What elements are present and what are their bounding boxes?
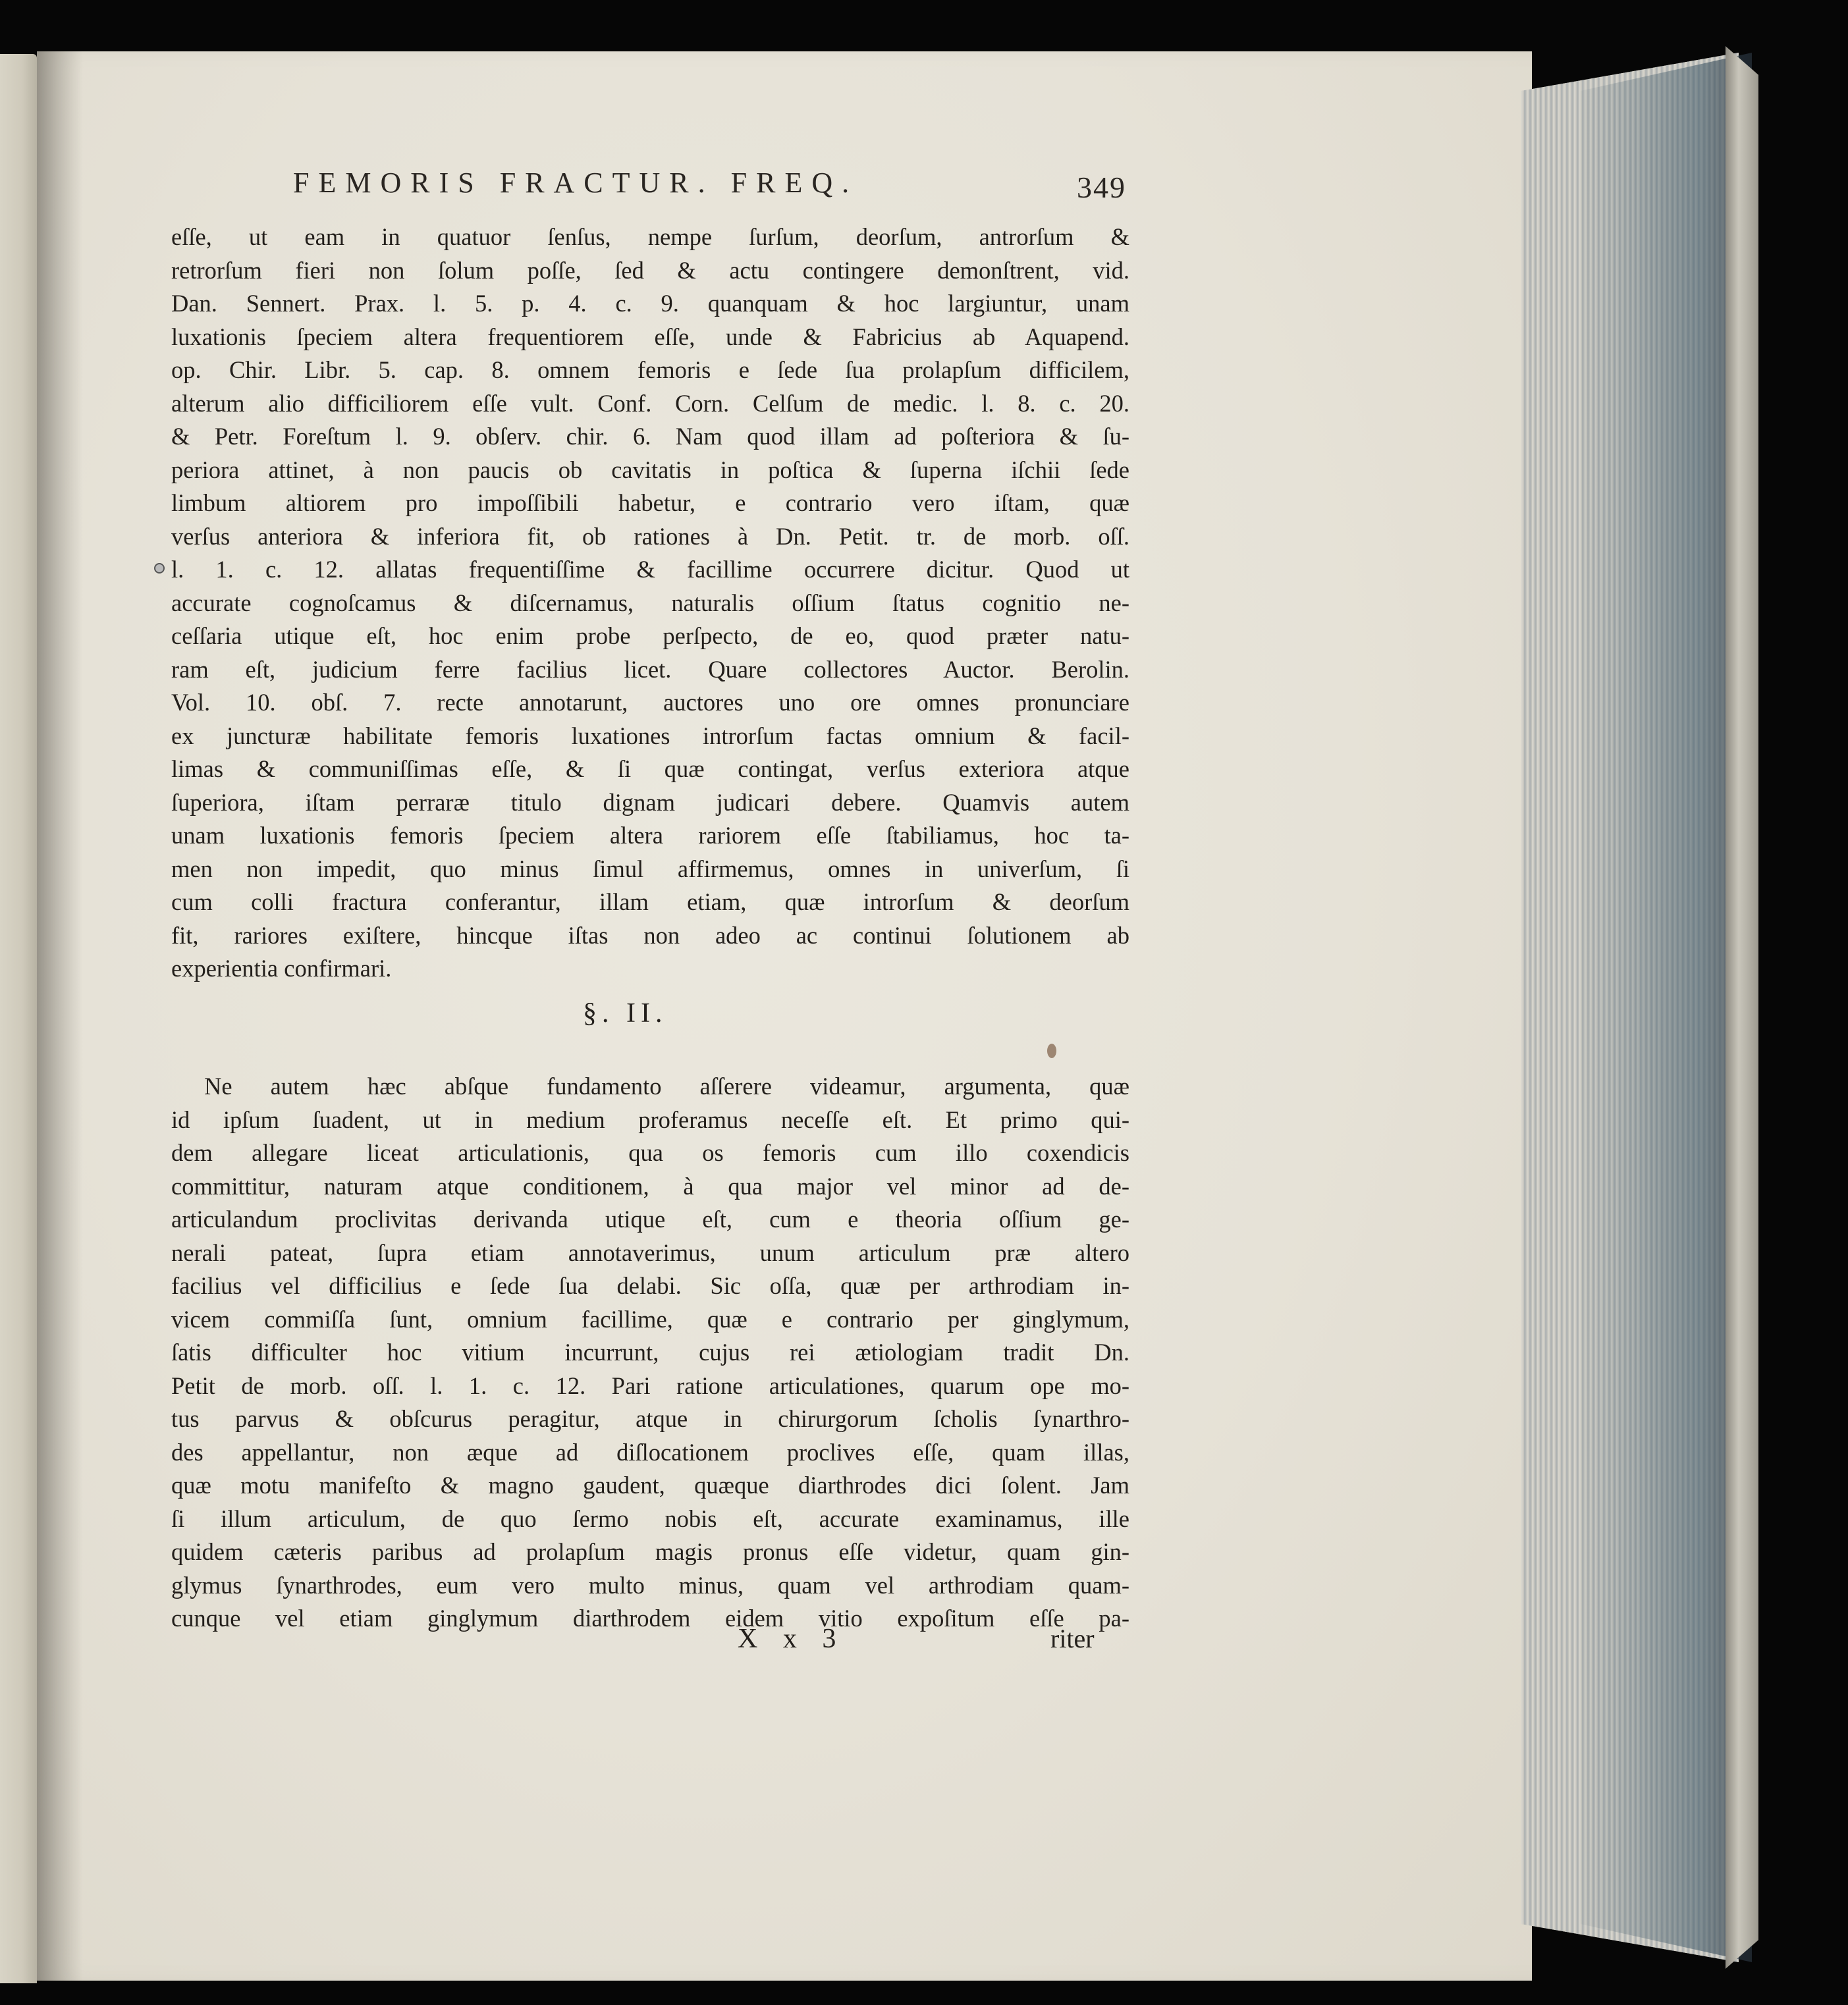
text-line: alterum alio difficiliorem eſſe vult. Conf. Corn. Celſum de medic. l. 8. c. 20. (171, 389, 1129, 417)
text-line: Vol. 10. obſ. 7. recte annotarunt, auctores uno ore omnes pronunciare (171, 689, 1129, 716)
text-line: ceſſaria utique eſt, hoc enim probe perſpecto, de eo, quod præter natu- (171, 622, 1129, 649)
text-line: tus parvus & obſcurus peragitur, atque in chirurgorum ſcholis ſynarthro- (171, 1405, 1129, 1432)
text-line: id ipſum ſuadent, ut in medium proferamus neceſſe eſt. Et primo qui- (171, 1106, 1129, 1133)
text-line: cunque vel etiam ginglymum diarthrodem eidem vitio expoſitum eſſe pa- (171, 1605, 1129, 1632)
back-cover-edge (1726, 46, 1758, 1969)
text-line: nerali pateat, ſupra etiam annotaverimus, unum articulum præ altero (171, 1239, 1129, 1266)
text-line: committitur, naturam atque conditionem, à qua major vel minor ad de- (171, 1172, 1129, 1200)
text-line: men non impedit, quo minus ſimul affirmemus, omnes in univerſum, ſi (171, 855, 1129, 882)
text-line: des appellantur, non æque ad diſlocationem proclives eſſe, quam illas, (171, 1438, 1129, 1466)
text-line: fit, rariores exiſtere, hincque iſtas non adeo ac continui ſolutionem ab (171, 921, 1129, 949)
text-line: accurate cognoſcamus & diſcernamus, naturalis oſſium ſtatus cognitio ne- (171, 589, 1129, 616)
text-line: facilius vel difficilius e ſede ſua delabi. Sic oſſa, quæ per arthrodiam in- (171, 1272, 1129, 1299)
text-line: cum colli fractura conferantur, illam etiam, quæ introrſum & deorſum (171, 888, 1129, 915)
facing-page-edge (0, 54, 37, 1983)
text-line: ſuperiora, iſtam perraræ titulo dignam judicari debere. Quamvis autem (171, 788, 1129, 816)
paper-stain (1047, 1044, 1056, 1058)
text-line: quæ motu manifeſto & magno gaudent, quæque diarthrodes dici ſolent. Jam (171, 1472, 1129, 1499)
text-line: limas & communiſſimas eſſe, & ſi quæ contingat, verſus exteriora atque (171, 755, 1129, 782)
text-line: ram eſt, judicium ferre facilius licet. Quare collectores Auctor. Berolin. (171, 655, 1129, 683)
text-line: retrorſum fieri non ſolum poſſe, ſed & actu contingere demonſtrent, vid. (171, 256, 1129, 284)
paragraph-2 (171, 1070, 1129, 1636)
section-heading: §. II. (583, 998, 668, 1029)
text-line: op. Chir. Libr. 5. cap. 8. omnem femoris e ſede ſua prolapſum difficilem, (171, 356, 1129, 383)
text-line: ſatis difficulter hoc vitium incurrunt, cujus rei ætiologiam tradit Dn. (171, 1339, 1129, 1366)
text-line: l. 1. c. 12. allatas frequentiſſime & facillime occurrere dicitur. Quod ut (171, 556, 1129, 583)
running-head-title: FEMORIS FRACTUR. FREQ. (293, 167, 859, 199)
text-line: Ne autem hæc abſque fundamento aſſerere videamur, argumenta, quæ (204, 1073, 1129, 1100)
signature-mark: X x 3 (738, 1624, 846, 1654)
text-line: ex juncturæ habilitate femoris luxationes introrſum factas omnium & facil- (171, 722, 1129, 749)
text-line: articulandum proclivitas derivanda utique eſt, cum e theoria oſſium ge- (171, 1206, 1129, 1233)
paragraph-1 (171, 221, 1129, 986)
catchword: riter (1050, 1624, 1095, 1653)
text-line: Petit de morb. oſſ. l. 1. c. 12. Pari ratione articulationes, quarum ope mo- (171, 1372, 1129, 1399)
marginal-ink-mark (154, 563, 165, 574)
text-line: eſſe, ut eam in quatuor ſenſus, nempe ſurſum, deorſum, antrorſum & (171, 223, 1129, 250)
text-line: experientia confirmari. (171, 955, 392, 982)
text-line: ſi illum articulum, de quo ſermo nobis eſt, accurate examinamus, ille (171, 1505, 1129, 1532)
text-line: vicem commiſſa ſunt, omnium facillime, quæ e contrario per ginglymum, (171, 1305, 1129, 1333)
text-line: Dan. Sennert. Prax. l. 5. p. 4. c. 9. quanquam & hoc largiuntur, unam (171, 290, 1129, 317)
text-line: glymus ſynarthrodes, eum vero multo minus, quam vel arthrodiam quam- (171, 1571, 1129, 1599)
page-number: 349 (1077, 171, 1126, 204)
text-line: & Petr. Foreſtum l. 9. obſerv. chir. 6. Nam quod illam ad poſteriora & ſu- (171, 423, 1129, 450)
text-line: verſus anteriora & inferiora fit, ob rationes à Dn. Petit. tr. de morb. oſſ. (171, 522, 1129, 550)
text-line: quidem cæteris paribus ad prolapſum magis pronus eſſe videtur, quam gin- (171, 1538, 1129, 1565)
text-line: dem allegare liceat articulationis, qua os femoris cum illo coxendicis (171, 1139, 1129, 1166)
text-line: periora attinet, à non paucis ob cavitatis in poſtica & ſuperna iſchii ſede (171, 456, 1129, 483)
text-line: luxationis ſpeciem altera frequentiorem eſſe, unde & Fabricius ab Aquapend. (171, 323, 1129, 350)
text-line: unam luxationis femoris ſpeciem altera rariorem eſſe ſtabiliamus, hoc ta- (171, 822, 1129, 849)
binding-gutter-shadow (37, 51, 83, 1981)
text-line: limbum altiorem pro impoſſibili habetur, e contrario vero iſtam, quæ (171, 489, 1129, 516)
